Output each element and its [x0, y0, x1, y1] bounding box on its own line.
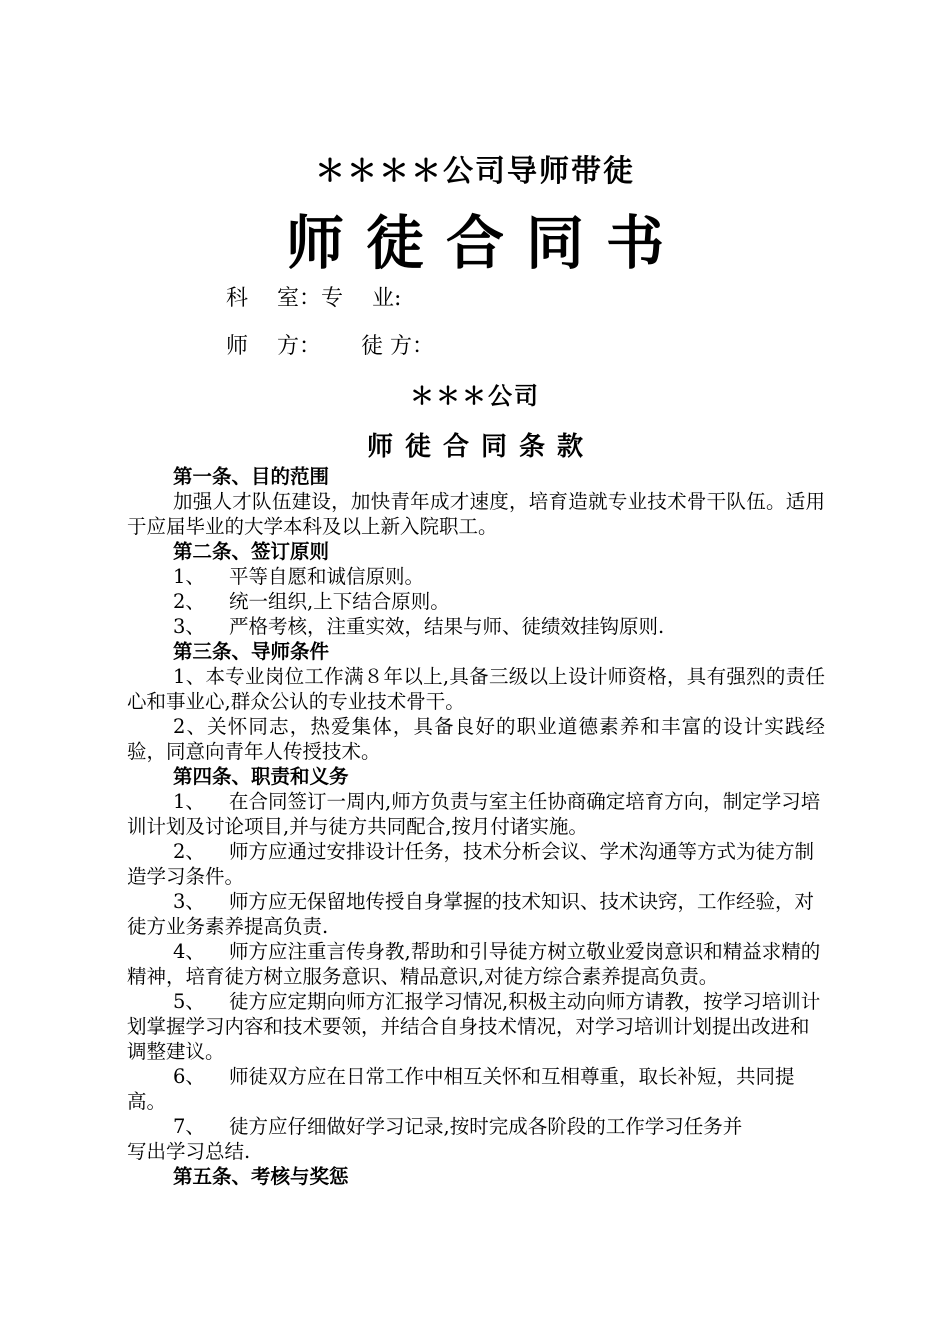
item-number: 2、	[173, 840, 205, 863]
list-item	[127, 1064, 825, 1114]
list-item	[127, 564, 825, 589]
item-text: 徒方应仔细做好学习记录,按时完成各阶段的工作学习任务并	[229, 1115, 743, 1138]
item-number: 3、	[173, 890, 205, 913]
list-item	[127, 789, 825, 839]
contract-body	[127, 464, 825, 1189]
list-item	[127, 889, 825, 939]
list-item-continuation: 写出学习总结.	[127, 1140, 251, 1163]
item-text: 徒方应定期向师方汇报学习情况,积极主动向师方请教，按学习培训计划掌握学习内容和技术要领，并结合自身技术情况，对学习培训计划提出改进和调整建议。	[127, 990, 821, 1063]
item-text: 严格考核，注重实效，结果与师、徒绩效挂钩原则.	[229, 615, 665, 638]
list-item	[127, 939, 825, 989]
master-apprentice-row: 师 方： 徒 方：	[226, 334, 434, 359]
section-heading: 第四条、职责和义务	[173, 765, 349, 788]
clauses-title: 师徒合同条款	[366, 432, 595, 462]
section-paragraph: 加强人才队伍建设，加快青年成才速度，培育造就专业技术骨干队伍。适用于应届毕业的大学本科及以上新入院职工。	[127, 490, 825, 538]
item-text: 师方应无保留地传授自身掌握的技术知识、技术诀窍，工作经验，对徒方业务素养提高负责.	[127, 890, 815, 938]
item-number: 1、	[173, 565, 205, 588]
item-text: 师方应通过安排设计任务，技术分析会议、学术沟通等方式为徒方制造学习条件。	[127, 840, 815, 888]
item-text: 统一组织,上下结合原则。	[229, 590, 450, 613]
section-heading: 第三条、导师条件	[173, 640, 330, 663]
item-number: 6、	[173, 1065, 205, 1088]
item-text: 师方应注重言传身教,帮助和引导徒方树立敬业爱岗意识和精益求精的精神，培育徒方树立服务意识、精品意识,对徒方综合素养提高负责。	[127, 940, 821, 988]
list-item	[127, 1114, 825, 1139]
section-paragraph: 1、本专业岗位工作满８年以上,具备三级以上设计师资格，具有强烈的责任心和事业心,群众公认的专业技术骨干。	[127, 665, 825, 713]
item-number: 2、	[173, 590, 205, 613]
section-heading: 第二条、签订原则	[173, 540, 330, 563]
item-text: 师徒双方应在日常工作中相互关怀和互相尊重，取长补短，共同提高。	[127, 1065, 795, 1113]
item-number: 7、	[173, 1115, 205, 1138]
item-number: 5、	[173, 990, 205, 1013]
department-major-row: 科 室：专 业:	[226, 286, 402, 311]
list-item	[127, 614, 825, 639]
company-name: ＊＊＊公司	[410, 382, 540, 410]
item-text: 平等自愿和诚信原则。	[229, 565, 425, 588]
item-number: 3、	[173, 615, 205, 638]
company-heading: ＊＊＊＊公司导师带徒	[315, 154, 635, 189]
section-heading: 第五条、考核与奖惩	[173, 1165, 349, 1188]
item-text: 在合同签订一周内,师方负责与室主任协商确定培育方向，制定学习培训计划及讨论项目,并与徒方共同配合,按月付诸实施。	[127, 790, 821, 838]
item-number: 4、	[173, 940, 205, 963]
list-item	[127, 589, 825, 614]
section-paragraph: 2、关怀同志，热爱集体，具备良好的职业道德素养和丰富的设计实践经验，同意向青年人传授技术。	[127, 715, 825, 763]
document-title: 师徒合同书	[285, 209, 686, 277]
list-item	[127, 989, 825, 1064]
section-heading: 第一条、目的范围	[173, 465, 330, 488]
list-item	[127, 839, 825, 889]
item-number: 1、	[173, 790, 205, 813]
